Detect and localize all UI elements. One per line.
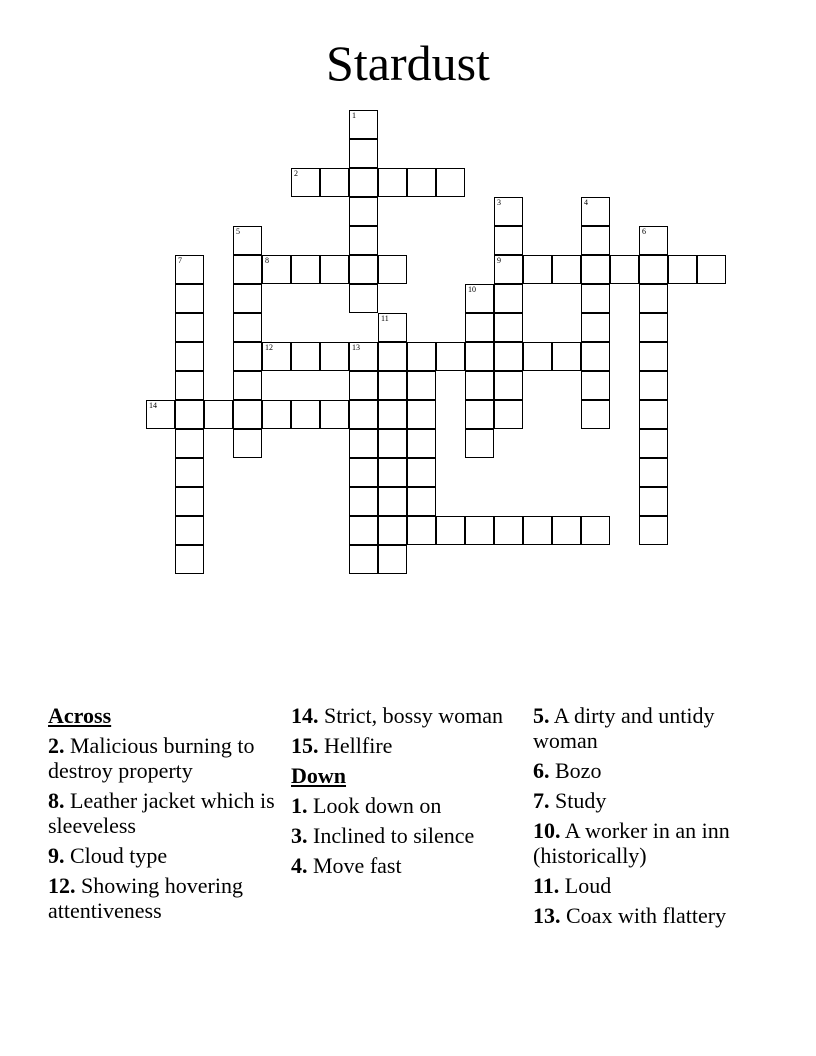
grid-cell[interactable] [407,487,436,516]
grid-cell[interactable] [378,342,407,371]
grid-cell[interactable] [581,255,610,284]
grid-cell[interactable] [349,429,378,458]
grid-cell[interactable] [233,255,262,284]
clue-item-number: 9. [48,843,65,868]
grid-cell[interactable] [146,400,175,429]
grid-cell[interactable] [581,400,610,429]
grid-cell[interactable] [349,458,378,487]
clue-item-number: 1. [291,793,308,818]
grid-cell[interactable] [349,110,378,139]
grid-cell[interactable] [639,255,668,284]
grid-cell[interactable] [378,371,407,400]
grid-cell[interactable] [378,516,407,545]
grid-cell[interactable] [581,226,610,255]
clue-item-text: Coax with flattery [566,903,727,928]
grid-cell[interactable] [175,400,204,429]
grid-cell[interactable] [494,226,523,255]
clue-item-text: Study [555,788,607,813]
grid-cell[interactable] [175,284,204,313]
clue-item [533,873,769,898]
grid-cell[interactable] [407,400,436,429]
grid-cell[interactable] [233,313,262,342]
grid-cell[interactable] [378,400,407,429]
grid-cell[interactable] [349,545,378,574]
grid-cell[interactable] [349,226,378,255]
across-clue-list-continued [291,703,527,758]
grid-cell[interactable] [233,400,262,429]
grid-cell[interactable] [262,400,291,429]
grid-cell[interactable] [175,429,204,458]
grid-cell[interactable] [436,342,465,371]
clue-column-1 [48,703,284,928]
clue-item-text: Inclined to silence [313,823,475,848]
grid-cell[interactable] [581,516,610,545]
grid-cell[interactable] [581,284,610,313]
grid-cell[interactable] [523,342,552,371]
grid-cell[interactable] [291,342,320,371]
grid-cell[interactable] [465,313,494,342]
clue-item-text: Look down on [313,793,442,818]
clue-number: 6 [642,227,646,236]
grid-cell[interactable] [639,371,668,400]
grid-cell[interactable] [639,313,668,342]
clue-number: 1 [352,111,356,120]
grid-cell[interactable] [407,168,436,197]
grid-cell[interactable] [175,516,204,545]
clue-number: 3 [497,198,501,207]
across-clue-list [48,733,284,923]
grid-cell[interactable] [407,371,436,400]
grid-cell[interactable] [175,458,204,487]
grid-cell[interactable] [407,342,436,371]
grid-cell[interactable] [639,429,668,458]
clue-item [533,758,769,783]
clue-number: 11 [381,314,389,323]
grid-cell[interactable] [378,487,407,516]
clue-item-text: A worker in an inn (historically) [533,818,730,868]
grid-cell[interactable] [697,255,726,284]
grid-cell[interactable] [494,371,523,400]
clue-item-number: 12. [48,873,76,898]
down-clue-list-continued [533,703,769,928]
grid-cell[interactable] [523,255,552,284]
grid-cell[interactable] [378,255,407,284]
clue-item-number: 5. [533,703,550,728]
grid-cell[interactable] [349,197,378,226]
grid-cell[interactable] [639,226,668,255]
grid-cell[interactable] [494,516,523,545]
clue-item-text: Move fast [313,853,402,878]
clue-item [48,873,284,923]
grid-cell[interactable] [552,342,581,371]
grid-cell[interactable] [291,400,320,429]
grid-cell[interactable] [349,400,378,429]
clue-item-number: 14. [291,703,319,728]
grid-cell[interactable] [494,284,523,313]
grid-cell[interactable] [494,255,523,284]
grid-cell[interactable] [639,487,668,516]
clue-number: 12 [265,343,273,352]
clue-item-number: 3. [291,823,308,848]
clue-item-number: 4. [291,853,308,878]
clue-item-number: 6. [533,758,550,783]
grid-cell[interactable] [465,429,494,458]
grid-cell[interactable] [378,545,407,574]
grid-cell[interactable] [349,168,378,197]
clue-column-3 [533,703,769,933]
grid-cell[interactable] [639,516,668,545]
grid-cell[interactable] [494,400,523,429]
grid-cell[interactable] [233,342,262,371]
grid-cell[interactable] [175,255,204,284]
grid-cell[interactable] [233,429,262,458]
grid-cell[interactable] [378,168,407,197]
grid-cell[interactable] [407,458,436,487]
down-heading: Down [291,763,347,788]
grid-cell[interactable] [407,429,436,458]
grid-cell[interactable] [610,255,639,284]
grid-cell[interactable] [320,342,349,371]
clue-number: 4 [584,198,588,207]
clue-item [533,818,769,868]
clue-item [48,843,284,868]
clue-item-number: 8. [48,788,65,813]
grid-cell[interactable] [175,313,204,342]
clue-item [533,788,769,813]
clue-number: 2 [294,169,298,178]
grid-cell[interactable] [552,516,581,545]
puzzle-title: Stardust [326,35,490,91]
clue-item-number: 11. [533,873,560,898]
grid-cell[interactable] [465,400,494,429]
clue-number: 13 [352,343,360,352]
grid-cell[interactable] [320,400,349,429]
clue-number: 10 [468,285,476,294]
grid-cell[interactable] [581,342,610,371]
down-clue-list [291,793,527,878]
grid-cell[interactable] [465,371,494,400]
grid-cell[interactable] [204,400,233,429]
grid-cell[interactable] [233,226,262,255]
grid-cell[interactable] [262,342,291,371]
clue-item-number: 15. [291,733,319,758]
grid-cell[interactable] [639,342,668,371]
clue-item-text: Bozo [555,758,602,783]
grid-cell[interactable] [233,284,262,313]
grid-cell[interactable] [639,458,668,487]
grid-cell[interactable] [349,342,378,371]
clue-item-text: Cloud type [70,843,168,868]
clue-number: 14 [149,401,157,410]
clue-item [291,793,527,818]
grid-cell[interactable] [436,168,465,197]
clue-item [533,703,769,753]
clue-item [48,788,284,838]
clue-item-number: 7. [533,788,550,813]
grid-cell[interactable] [407,516,436,545]
grid-cell[interactable] [465,284,494,313]
grid-cell[interactable] [465,516,494,545]
clue-item-number: 10. [533,818,561,843]
grid-cell[interactable] [349,255,378,284]
grid-cell[interactable] [175,487,204,516]
grid-cell[interactable] [639,284,668,313]
clue-item-text: Malicious burning to destroy property [48,733,255,783]
grid-cell[interactable] [581,197,610,226]
clue-item-number: 13. [533,903,561,928]
grid-cell[interactable] [378,458,407,487]
clue-item [533,903,769,928]
clue-item [291,853,527,878]
grid-cell[interactable] [175,342,204,371]
grid-cell[interactable] [639,400,668,429]
clue-item [291,823,527,848]
grid-cell[interactable] [494,342,523,371]
grid-cell[interactable] [320,255,349,284]
clue-item-text: A dirty and untidy woman [533,703,715,753]
across-heading: Across [48,703,112,728]
clue-number: 5 [236,227,240,236]
grid-cell[interactable] [581,313,610,342]
grid-cell[interactable] [494,313,523,342]
grid-cell[interactable] [233,371,262,400]
clue-number: 9 [497,256,501,265]
grid-cell[interactable] [378,313,407,342]
clue-number: 8 [265,256,269,265]
grid-cell[interactable] [349,371,378,400]
grid-cell[interactable] [436,516,465,545]
grid-cell[interactable] [378,429,407,458]
clue-item [291,703,527,728]
grid-cell[interactable] [465,342,494,371]
clue-item-number: 2. [48,733,65,758]
clue-item-text: Hellfire [324,733,393,758]
clue-item-text: Loud [564,873,612,898]
grid-cell[interactable] [320,168,349,197]
grid-cell[interactable] [349,284,378,313]
grid-cell[interactable] [262,255,291,284]
grid-cell[interactable] [175,371,204,400]
grid-cell[interactable] [552,255,581,284]
grid-cell[interactable] [349,487,378,516]
clue-item [291,733,527,758]
clue-item-text: Showing hovering attentiveness [48,873,243,923]
grid-cell[interactable] [523,516,552,545]
grid-cell[interactable] [291,255,320,284]
clue-column-2 [291,703,527,883]
grid-cell[interactable] [581,371,610,400]
grid-cell[interactable] [175,545,204,574]
clue-number: 7 [178,256,182,265]
clue-item-text: Leather jacket which is sleeveless [48,788,275,838]
grid-cell[interactable] [291,168,320,197]
clue-item [48,733,284,783]
clue-item-text: Strict, bossy woman [324,703,504,728]
grid-cell[interactable] [494,197,523,226]
grid-cell[interactable] [668,255,697,284]
grid-cell[interactable] [349,139,378,168]
grid-cell[interactable] [349,516,378,545]
